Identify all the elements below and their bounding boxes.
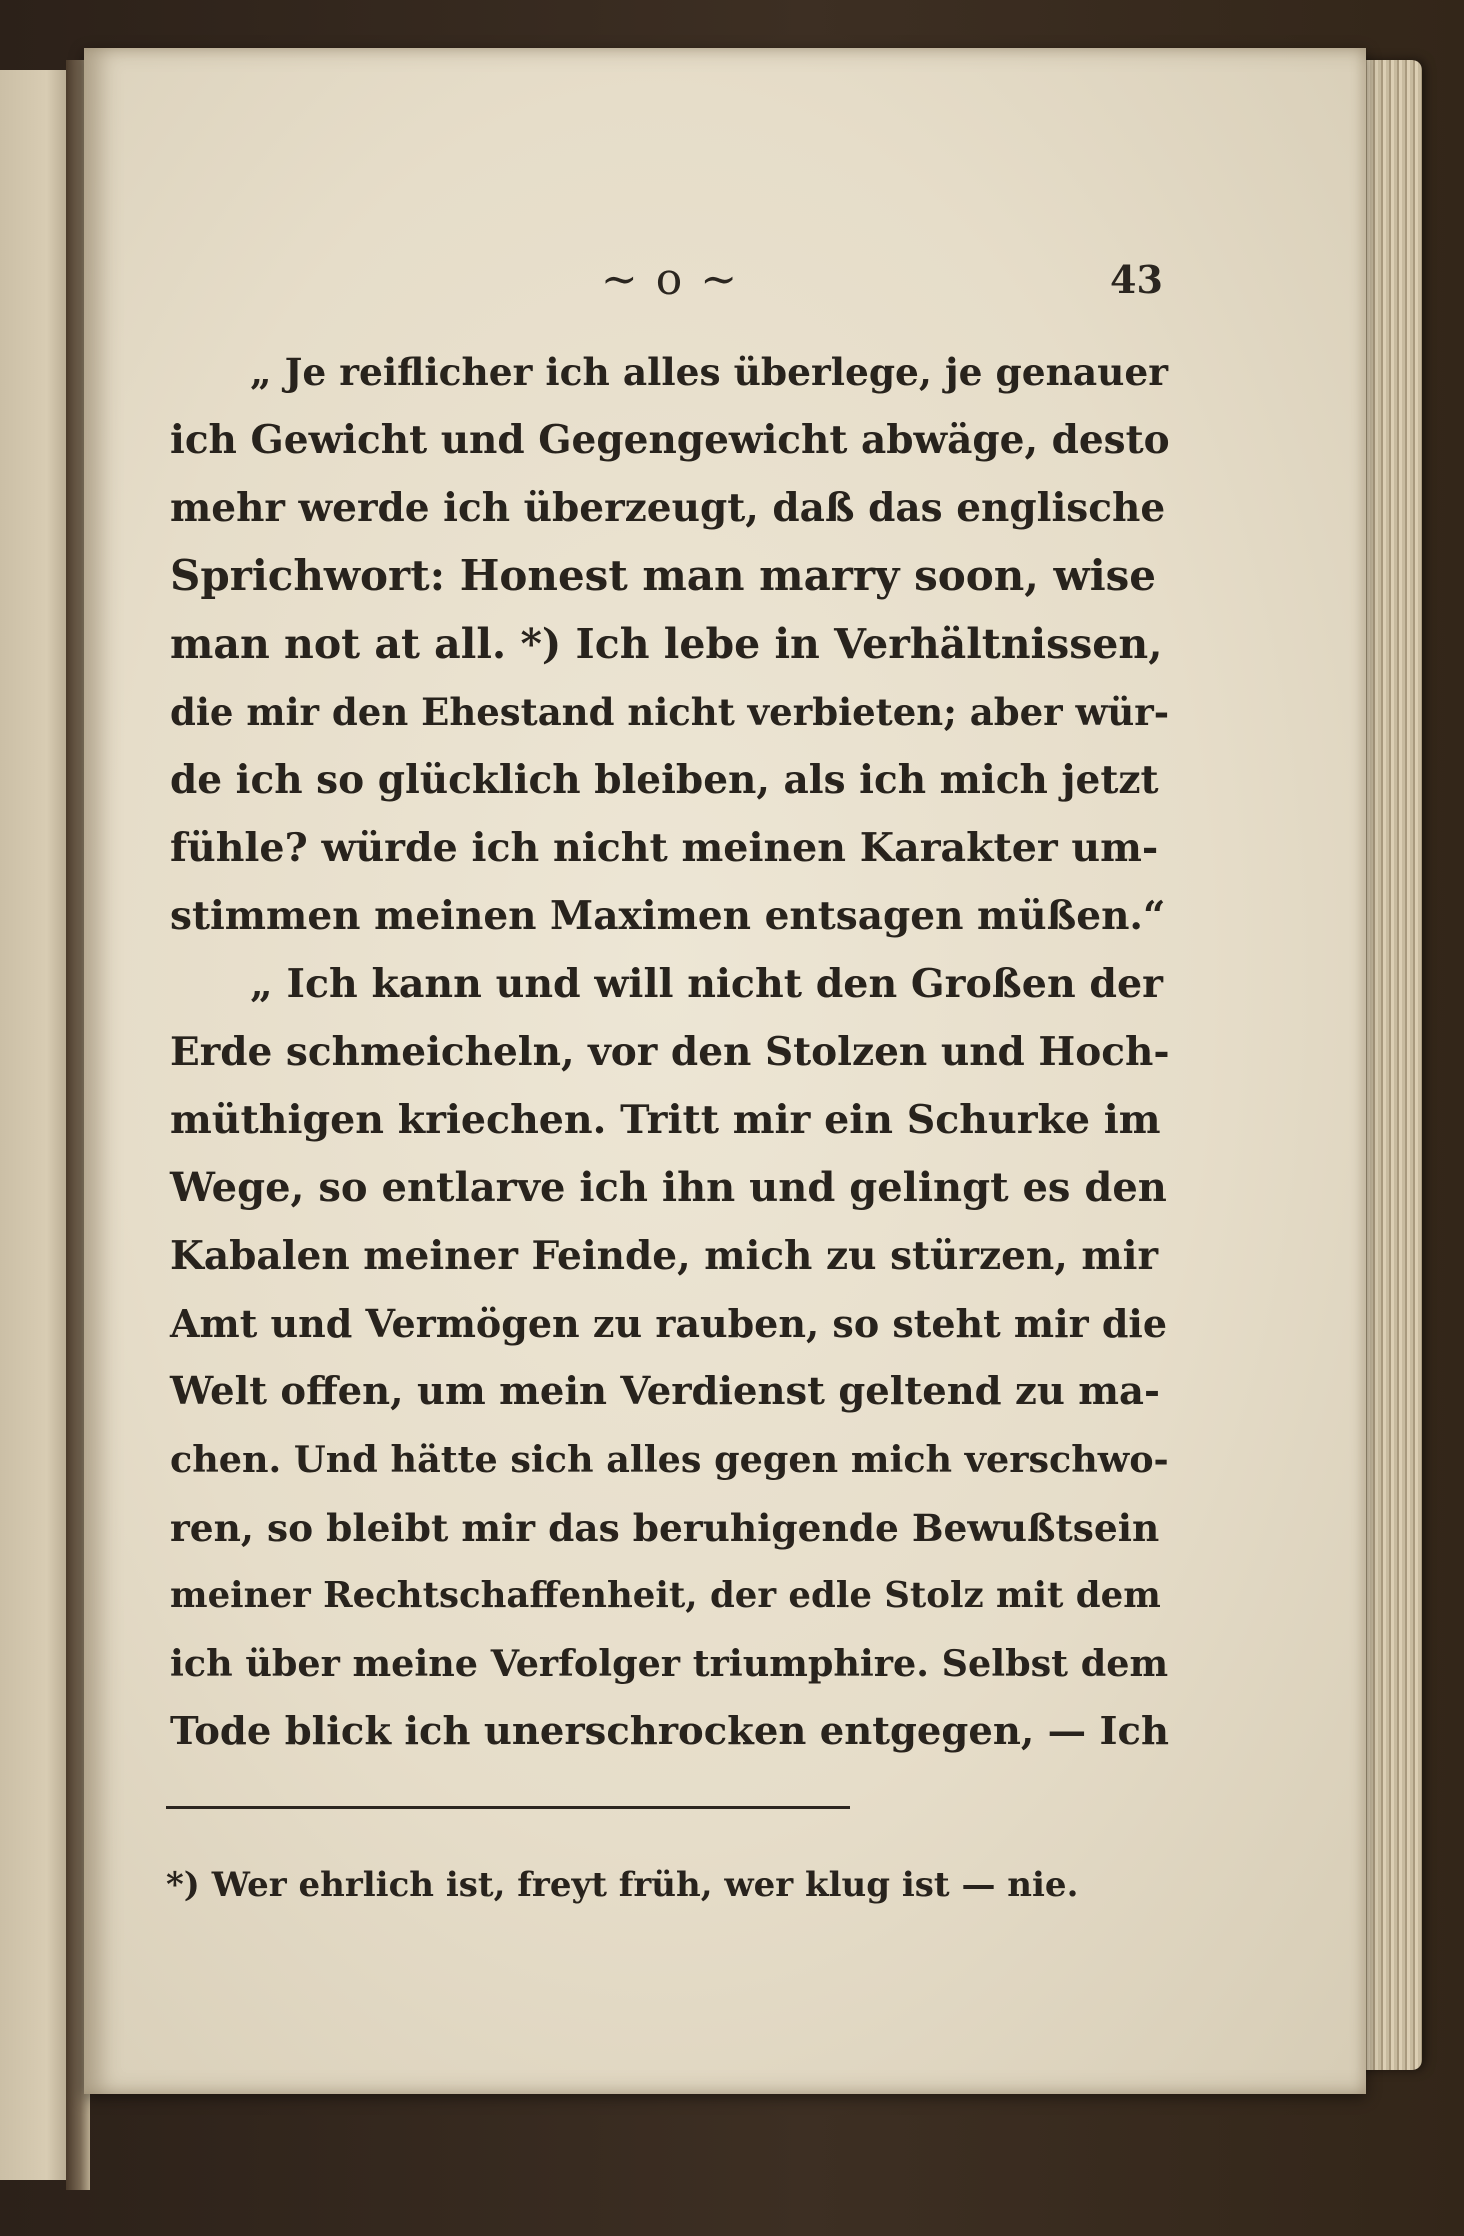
text-line: stimmen meinen Maximen entsagen müßen.“ — [170, 893, 1166, 939]
text-line: „ Ich kann und will nicht den Großen der — [250, 961, 1163, 1007]
text-line: Kabalen meiner Feinde, mich zu stürzen, mir — [170, 1233, 1159, 1279]
text-line: man not at all. *) Ich lebe in Verhältnissen, — [170, 620, 1163, 668]
header-ornament: ~ o ~ — [600, 254, 740, 305]
body-text — [170, 342, 1170, 1782]
footnote-divider — [166, 1806, 850, 1809]
footnote: *) Wer ehrlich ist, freyt früh, wer klug ist — nie. — [166, 1865, 1079, 1905]
text-line: die mir den Ehestand nicht verbieten; aber wür- — [170, 690, 1170, 734]
text-line: Wege, so entlarve ich ihn und gelingt es den — [170, 1164, 1167, 1211]
text-line: meiner Rechtschaffenheit, der edle Stolz mit dem — [170, 1575, 1161, 1616]
text-line: Amt und Vermögen zu rauben, so steht mir die — [170, 1301, 1167, 1346]
text-line: ren, so bleibt mir das beruhigende Bewußtsein — [170, 1506, 1160, 1550]
page-number: 43 — [1110, 257, 1163, 302]
text-line: fühle? würde ich nicht meinen Karakter um- — [170, 825, 1159, 871]
text-line: Sprichwort: Honest man marry soon, wise — [170, 551, 1157, 600]
text-line: mehr werde ich überzeugt, daß das englische — [170, 485, 1166, 531]
text-line: „ Je reiflicher ich alles überlege, je genauer — [250, 350, 1169, 394]
text-line: de ich so glücklich bleiben, als ich mich jetzt — [170, 757, 1159, 803]
text-line: ich Gewicht und Gegengewicht abwäge, desto — [170, 417, 1170, 463]
text-line: chen. Und hätte sich alles gegen mich verschwo- — [170, 1438, 1169, 1481]
text-line: müthigen kriechen. Tritt mir ein Schurke im — [170, 1097, 1161, 1143]
text-line: Tode blick ich unerschrocken entgegen, — Ich — [170, 1709, 1169, 1754]
text-line: Erde schmeicheln, vor den Stolzen und Hoch- — [170, 1029, 1170, 1075]
text-line: ich über meine Verfolger triumphire. Selbst dem — [170, 1642, 1169, 1685]
text-line: Welt offen, um mein Verdienst geltend zu ma- — [170, 1369, 1160, 1414]
